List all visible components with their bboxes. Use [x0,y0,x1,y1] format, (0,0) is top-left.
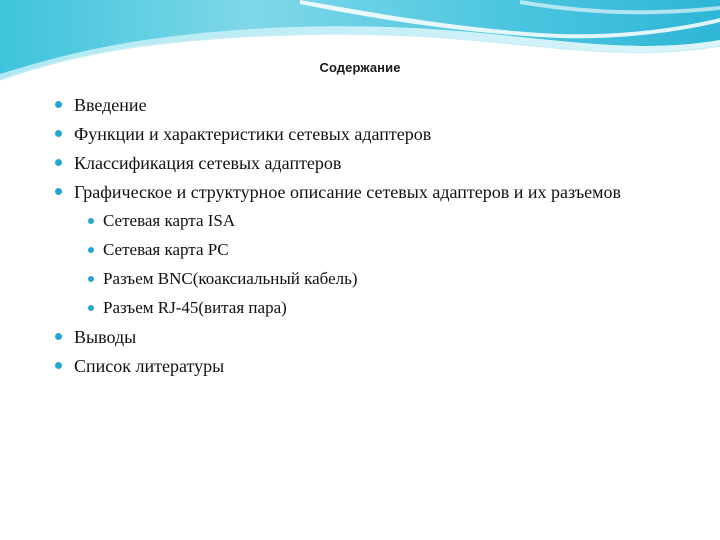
list-item [52,355,662,377]
sublist-item-label: Разъем RJ-45(витая пара) [103,298,287,317]
list-item-label: Выводы [74,327,137,347]
bullet-icon [55,101,62,108]
bullet-icon [88,247,94,253]
list-item-label: Функции и характеристики сетевых адаптеров [74,124,432,144]
sublist-item [74,268,662,290]
sublist-item-label: Сетевая карта ISA [103,211,236,230]
list-item-label: Классификация сетевых адаптеров [74,153,342,173]
table-of-contents [52,94,662,384]
list-item [52,152,662,174]
sublist-item-label: Разъем BNC(коаксиальный кабель) [103,269,358,288]
bullet-icon [88,305,94,311]
bullet-icon [55,130,62,137]
list-item [52,123,662,145]
bullet-icon [55,362,62,369]
header-wave-decoration [0,0,720,90]
bullet-icon [55,159,62,166]
sublist-item [74,297,662,319]
bullet-icon [88,276,94,282]
sublist [74,210,662,319]
list-item [52,181,662,319]
bullet-icon [55,333,62,340]
bullet-icon [55,188,62,195]
bullet-icon [88,218,94,224]
sublist-item [74,210,662,232]
list-item [52,326,662,348]
slide-title: Содержание [319,60,401,75]
list-item-label: Введение [74,95,147,115]
list-item-label: Графическое и структурное описание сетевых адаптеров и их разъемов [74,182,622,202]
list-item [52,94,662,116]
sublist-item [74,239,662,261]
sublist-item-label: Сетевая карта PC [103,240,229,259]
list-item-label: Список литературы [74,356,225,376]
